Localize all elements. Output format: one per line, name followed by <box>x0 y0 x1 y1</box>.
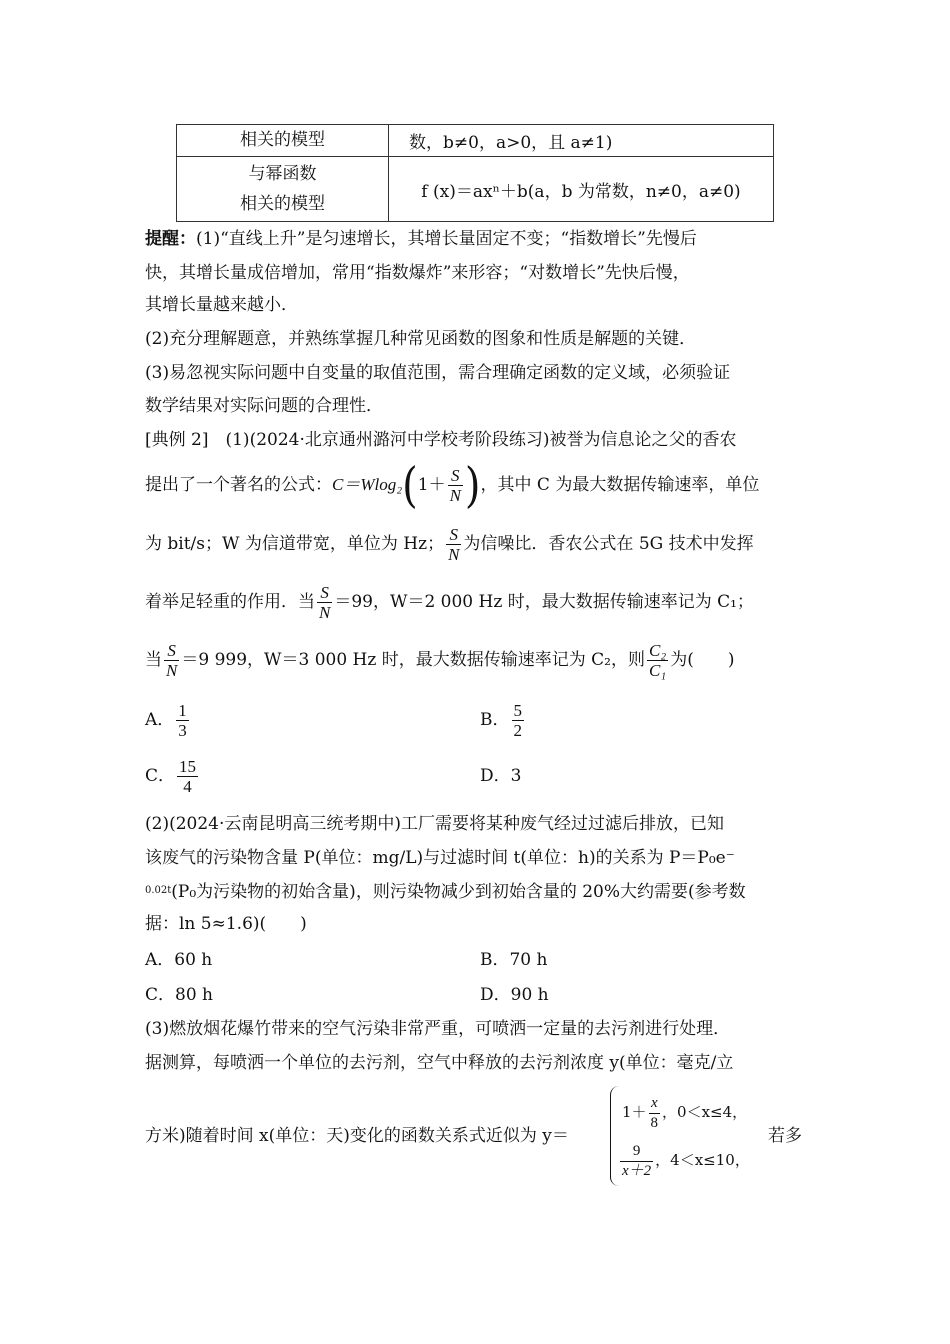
tip-label: 提醒： <box>145 229 196 249</box>
tip-line: 其增长量越来越小． <box>145 295 298 315</box>
example-label: [典例 2] <box>145 430 209 450</box>
fraction-s-over-n <box>448 466 463 505</box>
frac-denominator: N <box>448 545 460 564</box>
piecewise-case-2 <box>618 1138 750 1182</box>
option-fraction <box>512 701 525 740</box>
example-line: 据：ln 5≈1.6)( ) <box>145 914 307 934</box>
example-line <box>145 638 810 682</box>
tip-text: (1)“直线上升”是匀速增长，其增长量固定不变；“指数增长”先慢后 <box>196 229 697 249</box>
table-cell-formula <box>389 125 774 157</box>
frac-denominator: N <box>449 486 461 505</box>
tip-line: 数学结果对实际问题的合理性． <box>145 396 383 416</box>
fraction-s-over-n <box>446 525 461 564</box>
frac-numerator: 15 <box>179 757 197 776</box>
formula-one-plus: 1＋ <box>417 475 446 495</box>
option-fraction <box>177 757 198 796</box>
fraction-s-over-n <box>164 641 179 680</box>
piece-text: 1＋ <box>622 1103 647 1121</box>
example-line: 该废气的污染物含量 P(单位：mg/L)与过滤时间 t(单位：h)的关系为 P＝P₀e⁻ <box>145 848 735 868</box>
example-text: 为( ) <box>670 650 735 670</box>
frac-denominator: N <box>166 661 178 680</box>
frac-denominator: 3 <box>178 721 187 740</box>
example-text: 着举足轻重的作用．当 <box>145 592 315 612</box>
example-text: ＝9 999，W＝3 000 Hz 时，最大数据传输速率记为 C₂，则 <box>181 650 645 670</box>
frac-denominator: 4 <box>183 777 192 796</box>
option-label: C． <box>145 766 176 786</box>
models-table <box>176 124 774 222</box>
piece-condition: ，4＜x≤10， <box>655 1151 750 1169</box>
example-line <box>145 580 810 624</box>
fraction-x-over-8 <box>649 1094 661 1133</box>
option-a[interactable]: A．60 h <box>145 950 213 970</box>
table-cell-formula <box>389 157 774 222</box>
frac-numerator: S <box>446 525 461 545</box>
example-line: (2)(2024·云南昆明高三统考期中)工厂需要将某种废气经过过滤后排放，已知 <box>145 814 725 834</box>
frac-numerator: S <box>164 641 179 661</box>
option-text: 3 <box>510 766 522 786</box>
left-paren-glyph: ( <box>402 457 418 514</box>
example-text: ，其中 C 为最大数据传输速率，单位 <box>480 475 760 495</box>
tip-line <box>145 228 810 250</box>
frac-numerator: 5 <box>513 701 522 720</box>
frac-numerator: 1 <box>178 701 187 720</box>
formula-text: f (x)＝axⁿ＋b(a，b 为常数，n≠0，a≠0) <box>421 181 741 202</box>
frac-denominator: N <box>319 603 331 622</box>
option-c[interactable] <box>145 754 200 798</box>
example-line <box>145 880 810 903</box>
frac-numerator: C₂ <box>648 641 667 660</box>
option-label: B． <box>480 710 510 730</box>
example-line <box>145 429 810 451</box>
table-row <box>177 125 774 157</box>
tip-line: 快，其增长量成倍增加，常用“指数爆炸”来形容；“对数增长”先快后慢， <box>145 263 690 283</box>
frac-denominator: 2 <box>513 721 522 740</box>
exponent-text: 0.02t <box>145 885 172 896</box>
frac-denominator: x＋2 <box>622 1162 652 1179</box>
example-text-tail: 若多 <box>768 1126 802 1146</box>
option-label: D． <box>480 766 511 786</box>
frac-numerator: S <box>448 466 463 486</box>
example-line: 据测算，每喷洒一个单位的去污剂，空气中释放的去污剂浓度 y(单位：毫克/立 <box>145 1053 734 1073</box>
frac-numerator: 9 <box>620 1142 653 1162</box>
table-cell-category: 相关的模型 <box>177 125 389 157</box>
example-line <box>145 457 810 514</box>
option-a[interactable] <box>145 698 191 742</box>
option-fraction <box>176 701 189 740</box>
table-cell-category <box>177 157 389 222</box>
option-b[interactable]: B．70 h <box>480 950 548 970</box>
example-text: 当 <box>145 650 162 670</box>
frac-denominator: C₁ <box>648 661 667 680</box>
fraction-c2-over-c1 <box>647 641 668 680</box>
frac-numerator: x <box>649 1094 661 1114</box>
example-line: (3)燃放烟花爆竹带来的空气污染非常严重，可喷洒一定量的去污剂进行处理． <box>145 1019 731 1039</box>
example-text: 提出了一个著名的公式： <box>145 475 332 495</box>
example-text: (P₀为污染物的初始含量)，则污染物减少到初始含量的 20%大约需要(参考数 <box>171 882 746 902</box>
formula-text: 数，b≠0，a>0，且 a≠1) <box>409 133 613 153</box>
frac-numerator: S <box>317 583 332 603</box>
tip-line: (2)充分理解题意，并熟练掌握几种常见函数的图象和性质是解题的关键． <box>145 329 697 349</box>
piecewise-case-1 <box>622 1090 747 1134</box>
right-paren-glyph: ) <box>464 457 481 514</box>
example-text: ＝99，W＝2 000 Hz 时，最大数据传输速率记为 C₁； <box>334 592 754 612</box>
formula-shannon: C＝Wlog₂ <box>332 475 403 494</box>
table-row <box>177 157 774 222</box>
example-text: (1)(2024·北京通州潞河中学校考阶段练习)被誉为信息论之父的香农 <box>225 430 737 450</box>
category-line: 与幂函数 <box>248 164 317 184</box>
frac-denominator: 8 <box>650 1114 659 1131</box>
fraction-s-over-n <box>317 583 332 622</box>
piece-condition: ，0＜x≤4， <box>662 1103 748 1121</box>
option-label: A． <box>145 710 175 730</box>
option-d[interactable]: D．90 h <box>480 985 549 1005</box>
option-c[interactable]: C．80 h <box>145 985 213 1005</box>
tip-line: (3)易忽视实际问题中自变量的取值范围，需合理确定函数的定义域，必须验证 <box>145 363 731 383</box>
example-text: 为信噪比．香农公式在 5G 技术中发挥 <box>463 534 754 554</box>
fraction-9-over-x-plus-2 <box>620 1142 653 1181</box>
example-text: 方米)随着时间 x(单位：天)变化的函数关系式近似为 y＝ <box>145 1126 569 1146</box>
option-d[interactable] <box>480 754 521 798</box>
example-line <box>145 522 810 566</box>
category-line: 相关的模型 <box>240 194 325 214</box>
example-text: 为 bit/s；W 为信道带宽，单位为 Hz； <box>145 534 445 554</box>
option-b[interactable] <box>480 698 526 742</box>
